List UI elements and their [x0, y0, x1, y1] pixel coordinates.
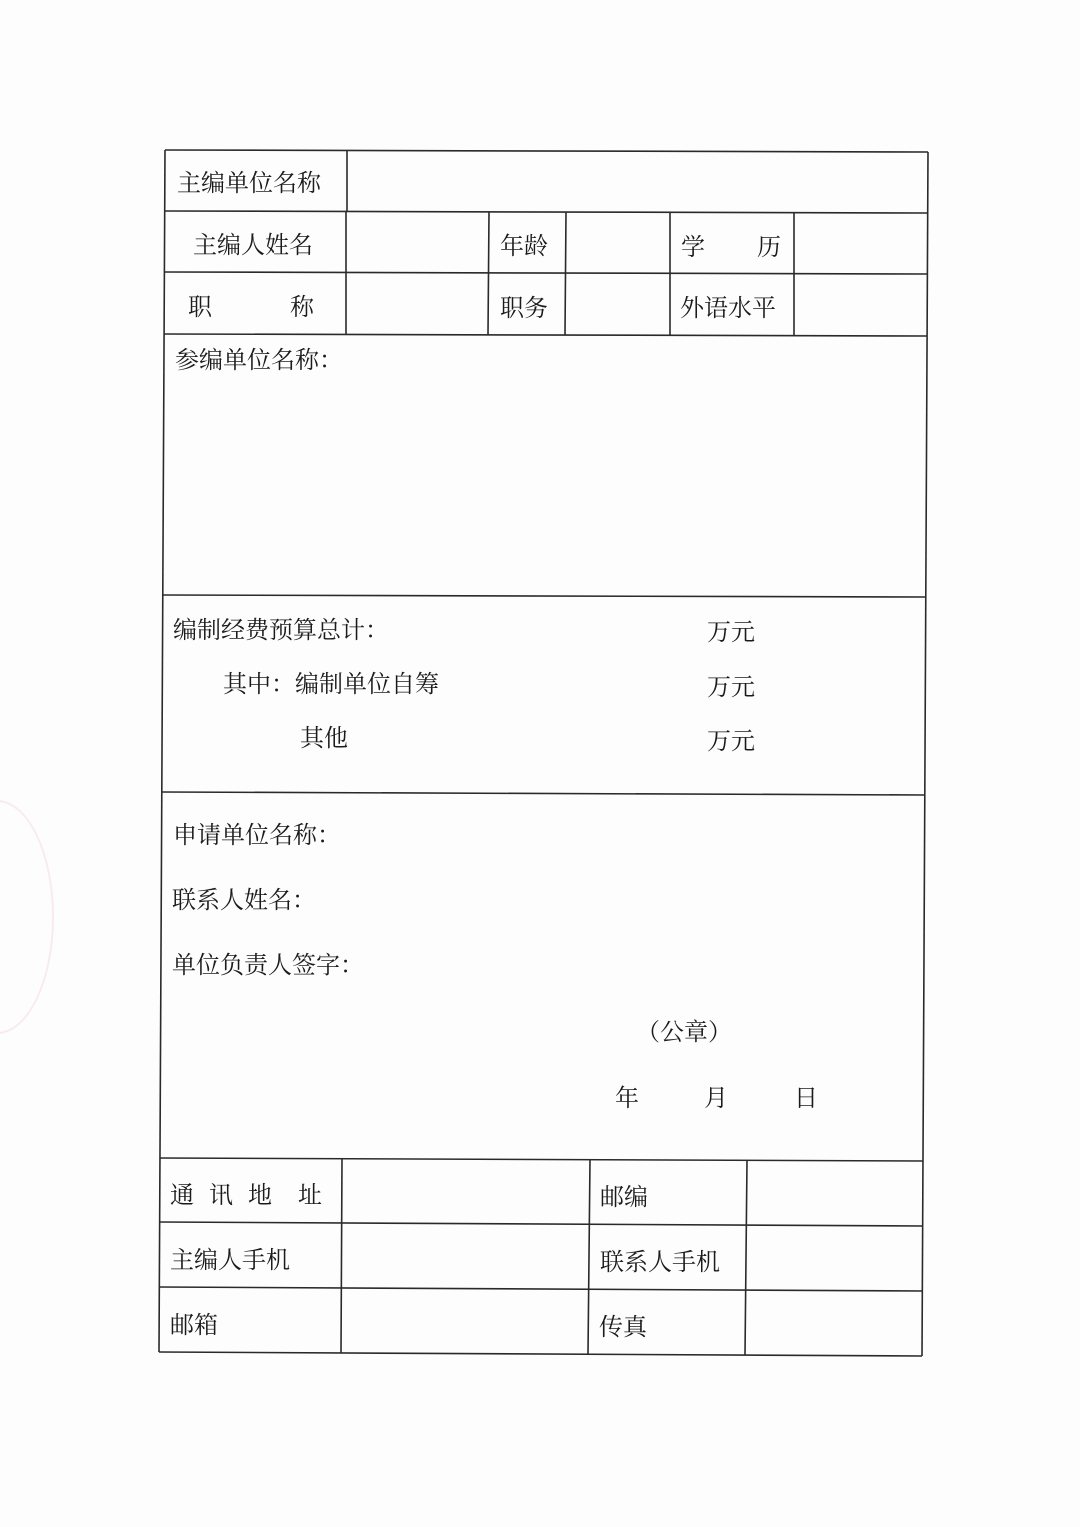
budget-other-unit: 万元: [707, 727, 755, 755]
foreign-language-label: 外语水平: [680, 294, 776, 322]
contact-phone-label: 联系人手机: [600, 1248, 720, 1276]
signature-label: 单位负责人签字：: [172, 951, 364, 979]
editor-phone-label: 主编人手机: [170, 1246, 290, 1274]
seal-label: （公章）: [636, 1018, 732, 1046]
budget-total-unit: 万元: [707, 618, 755, 646]
year-label: 年: [615, 1084, 639, 1112]
fax-label: 传真: [599, 1313, 647, 1341]
editor-name-label: 主编人姓名: [193, 231, 313, 259]
day-label: 日: [794, 1084, 818, 1112]
address-label-char-4: 址: [298, 1181, 322, 1209]
age-label: 年龄: [500, 232, 548, 260]
address-label-char-2: 讯: [209, 1181, 233, 1209]
title-label-char-1: 职: [188, 293, 212, 321]
budget-self-label: 其中：编制单位自筹: [223, 670, 439, 698]
title-label-char-2: 称: [290, 293, 314, 321]
budget-other-label: 其他: [300, 724, 348, 752]
contact-name-label: 联系人姓名：: [172, 886, 316, 914]
address-label-char-3: 地: [248, 1181, 272, 1209]
postcode-label: 邮编: [600, 1183, 648, 1211]
budget-self-unit: 万元: [707, 673, 755, 701]
education-label-char-1: 学: [681, 233, 705, 261]
month-label: 月: [704, 1084, 728, 1112]
budget-total-label: 编制经费预算总计：: [173, 616, 389, 644]
participating-unit-label: 参编单位名称：: [175, 346, 343, 374]
email-label: 邮箱: [170, 1311, 218, 1339]
applicant-unit-label: 申请单位名称：: [173, 821, 341, 849]
education-label-char-2: 历: [757, 233, 781, 261]
chief-unit-label: 主编单位名称: [177, 169, 321, 197]
address-label-char-1: 通: [170, 1181, 194, 1209]
position-label: 职务: [500, 294, 548, 322]
